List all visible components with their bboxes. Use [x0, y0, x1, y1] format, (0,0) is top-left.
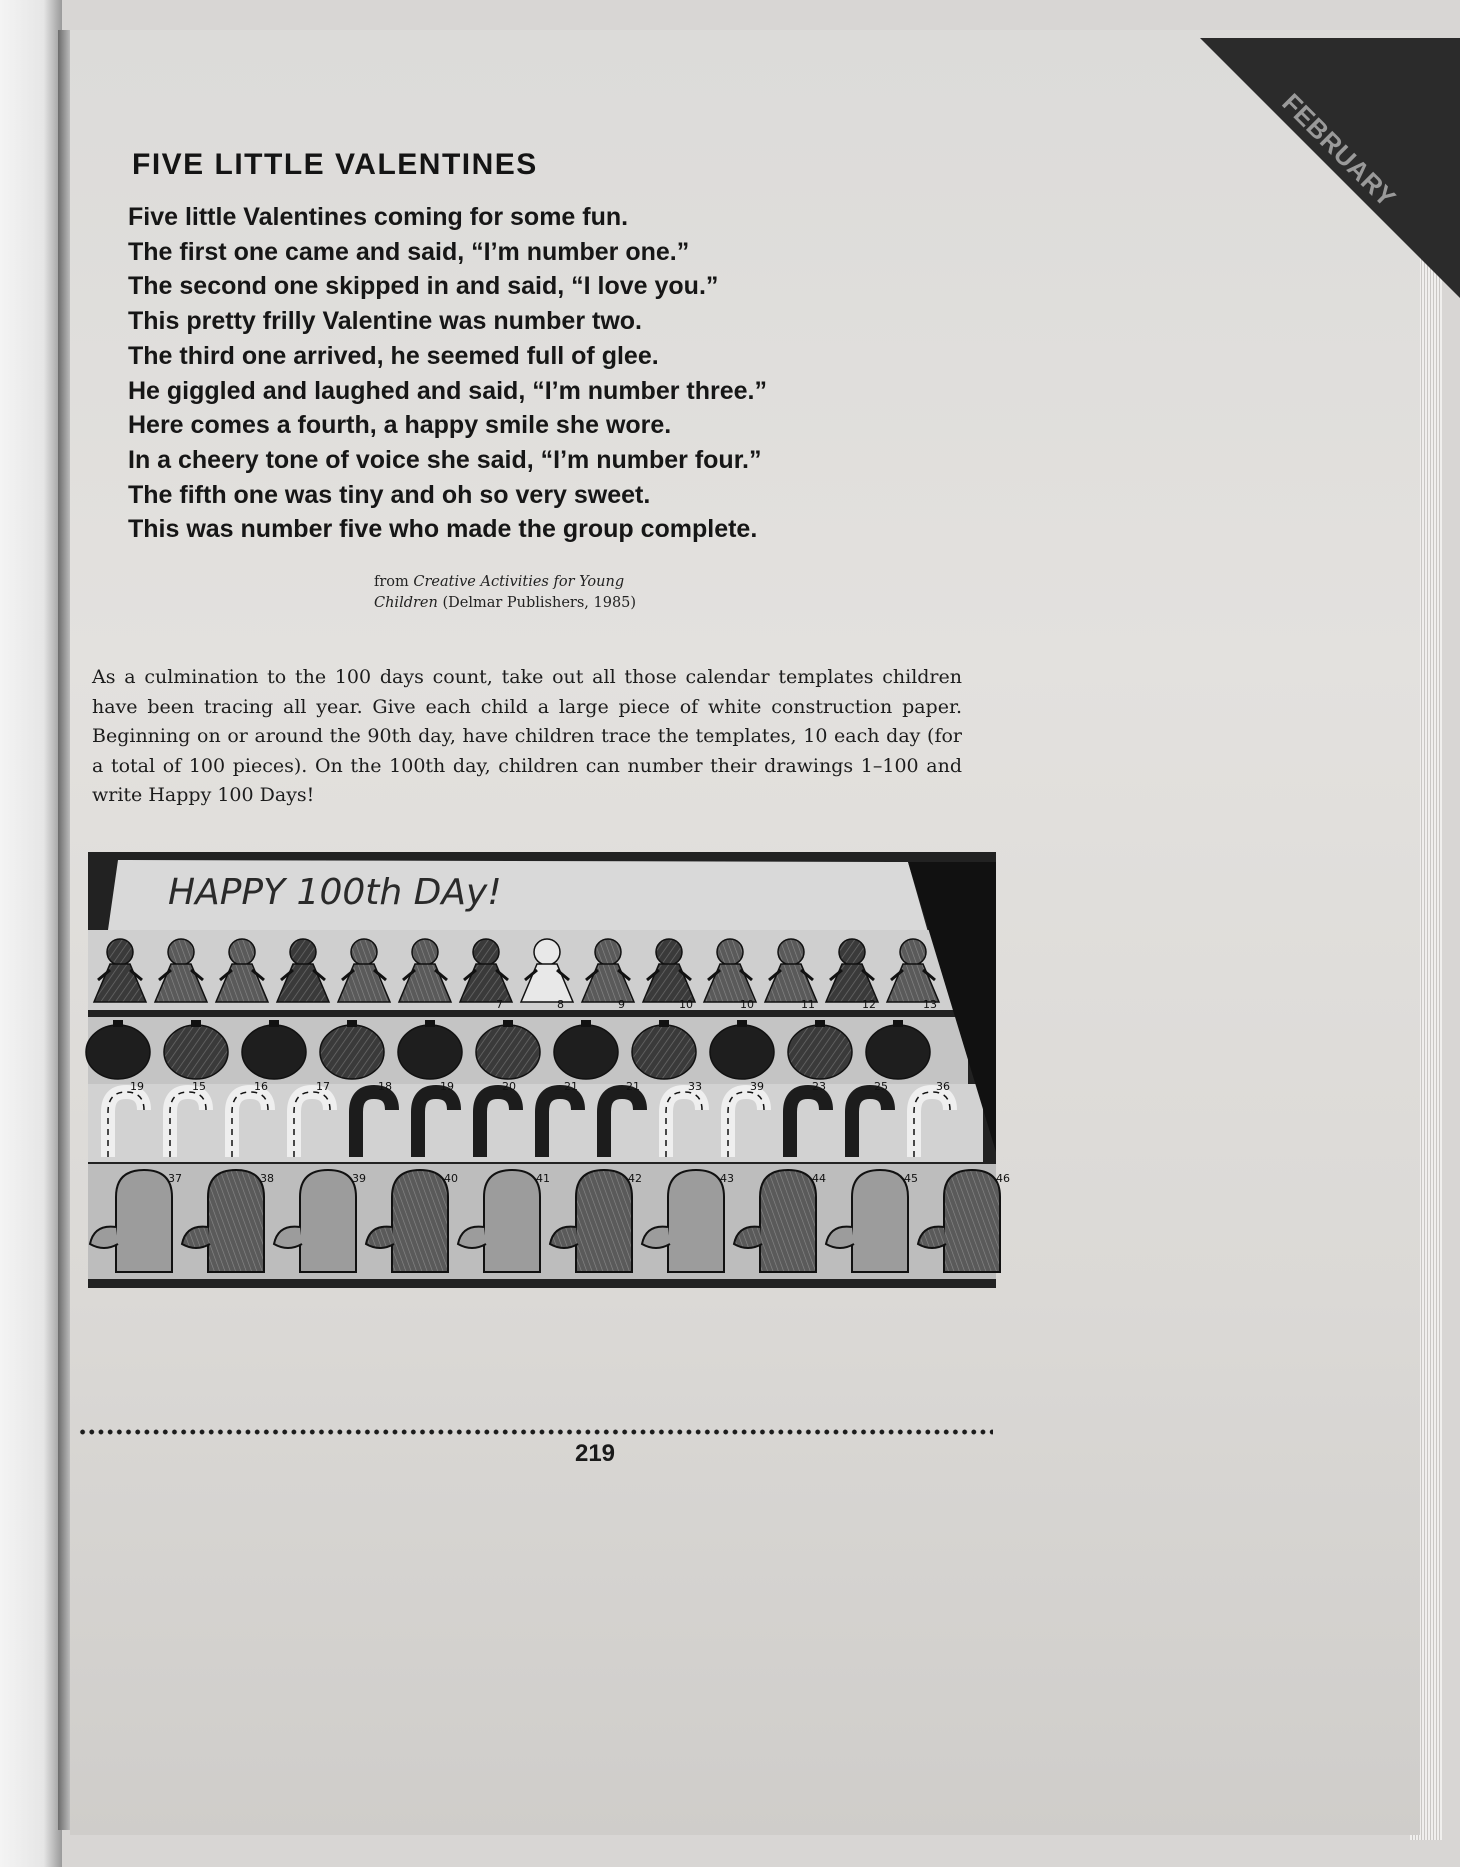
poem-line: This was number five who made the group complete. — [128, 515, 758, 544]
source-book-title-1: Creative Activities for Young — [413, 574, 625, 590]
banner-text: HAPPY 100th DAy! — [168, 872, 502, 913]
cane-number: 21 — [626, 1080, 640, 1093]
doll-number: 7 — [496, 998, 503, 1011]
mitten-number: 41 — [536, 1172, 550, 1185]
mitten-number: 37 — [168, 1172, 182, 1185]
cane-number: 18 — [378, 1080, 392, 1093]
poem-line: The second one skipped in and said, “I love you.” — [128, 272, 719, 301]
section-corner-tab — [1200, 38, 1460, 298]
cane-number: 25 — [874, 1080, 888, 1093]
mitten-number: 44 — [812, 1172, 826, 1185]
poem-line: In a cheery tone of voice she said, “I’m number four.” — [128, 445, 762, 474]
classroom-photo — [88, 852, 1010, 1288]
source-prefix: from — [374, 574, 414, 590]
mitten-number: 45 — [904, 1172, 918, 1185]
activity-paragraph: As a culmination to the 100 days count, take out all those calendar templates children have been tracing all year. Give each child a large piece of white construction paper. Beginning on or around the 90th day, have children trace the templates, 10 each day (for a total of 100 pieces). On the 100th day, children can number their drawings 1–100 and write Happy 100 Days! — [92, 666, 962, 806]
mitten-number: 43 — [720, 1172, 734, 1185]
poem-title: FIVE LITTLE VALENTINES — [132, 148, 538, 181]
cane-number: 15 — [192, 1080, 206, 1093]
doll-number: 9 — [618, 998, 625, 1011]
poem-line: Five little Valentines coming for some fun. — [128, 203, 629, 231]
doll-number: 8 — [557, 998, 564, 1011]
poem-line: The fifth one was tiny and oh so very sweet. — [128, 480, 651, 509]
cane-number: 33 — [688, 1080, 702, 1093]
page-number: 219 — [574, 1440, 616, 1467]
poem-line: This pretty frilly Valentine was number two. — [128, 307, 643, 336]
poem-line: The first one came and said, “I’m number one.” — [128, 237, 690, 266]
mitten-number: 40 — [444, 1172, 458, 1185]
dotted-rule — [78, 1428, 993, 1436]
cane-number: 36 — [936, 1080, 950, 1093]
ornament-row — [86, 1020, 930, 1079]
facing-page-edge — [0, 0, 62, 1867]
source-publisher: (Delmar Publishers, 1985) — [437, 595, 637, 611]
cane-number: 39 — [750, 1080, 764, 1093]
cane-number: 19 — [130, 1080, 144, 1093]
cane-number: 16 — [254, 1080, 268, 1093]
cane-number: 19 — [440, 1080, 454, 1093]
doll-number: 13 — [923, 998, 937, 1011]
cane-number: 20 — [502, 1080, 516, 1093]
cane-number: 21 — [564, 1080, 578, 1093]
mitten-number: 46 — [996, 1172, 1010, 1185]
source-book-title-2: Children — [374, 595, 438, 611]
poem-source-credit — [374, 572, 694, 614]
doll-number: 10 — [740, 998, 754, 1011]
poem-line: The third one arrived, he seemed full of glee. — [128, 341, 659, 370]
mitten-number: 42 — [628, 1172, 642, 1185]
poem-line: Here comes a fourth, a happy smile she wore. — [128, 411, 672, 440]
poem-body — [128, 200, 1028, 547]
mitten-number: 39 — [352, 1172, 366, 1185]
cane-number: 23 — [812, 1080, 826, 1093]
mitten-number: 38 — [260, 1172, 274, 1185]
section-tab-label: FEBRUARY — [1276, 87, 1402, 213]
doll-number: 10 — [679, 998, 693, 1011]
poem-line: He giggled and laughed and said, “I’m number three.” — [128, 376, 767, 405]
cane-number: 17 — [316, 1080, 330, 1093]
doll-number: 12 — [862, 998, 876, 1011]
photo-illustration — [88, 852, 1010, 1288]
doll-number: 11 — [801, 998, 815, 1011]
